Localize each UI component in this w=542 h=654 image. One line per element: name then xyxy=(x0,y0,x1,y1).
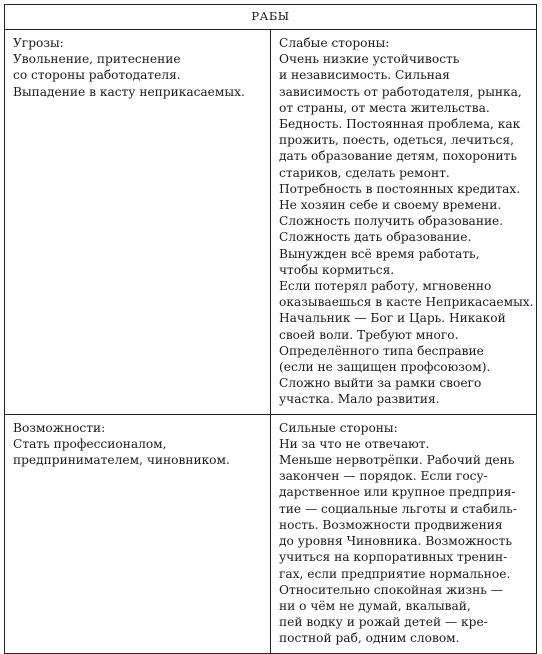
text-line: Бедность. Постоянная проблема, как xyxy=(279,117,521,132)
threats-text xyxy=(13,51,262,100)
text-line: учиться на корпоративных тренин- xyxy=(279,550,508,565)
table-row xyxy=(5,414,537,653)
strengths-heading: Сильные стороны: xyxy=(279,420,398,435)
text-line: Ни за что не отвечают. xyxy=(279,436,430,451)
text-line: прожить, поесть, одеться, лечиться, xyxy=(279,133,514,148)
text-line: (если не защищен профсоюзом). xyxy=(279,360,491,375)
text-line: Относительно спокойная жизнь — xyxy=(279,582,503,597)
text-line: дарственное или крупное предприя- xyxy=(279,485,516,500)
text-line: зависимость от работодателя, рынка, xyxy=(279,84,522,99)
text-line: ни о чём не думай, вкалывай, xyxy=(279,598,471,613)
table-row xyxy=(5,30,537,415)
text-line: стариков, сделать ремонт. xyxy=(279,165,450,180)
text-line: своей воли. Требуют много. xyxy=(279,327,459,342)
text-line: Вынужден всё время работать, xyxy=(279,246,480,261)
swot-table xyxy=(4,4,537,654)
text-line: Сложность дать образование. xyxy=(279,230,472,245)
opportunities-heading: Возможности: xyxy=(13,420,106,435)
text-line: Меньше нервотрёпки. Рабочий день xyxy=(279,453,515,468)
weaknesses-text xyxy=(279,51,534,407)
opportunities-cell xyxy=(5,414,271,653)
text-line: гах, если предприятие нормальное. xyxy=(279,566,511,581)
threats-cell xyxy=(5,30,271,415)
title-row xyxy=(5,5,537,30)
strengths-cell xyxy=(271,414,537,653)
table-title: РАБЫ xyxy=(5,5,537,30)
text-line: Стать профессионалом, xyxy=(13,436,167,451)
text-line: участка. Мало развития. xyxy=(279,392,440,407)
text-line: Если потерял работу, мгновенно xyxy=(279,279,492,294)
text-line: Очень низкие устойчивость xyxy=(279,52,460,67)
text-line: пей водку и рожай детей — кре- xyxy=(279,615,488,630)
text-line: постной раб, одним словом. xyxy=(279,631,460,646)
threats-heading: Угрозы: xyxy=(13,36,64,50)
text-line: закончен — порядок. Если госу- xyxy=(279,469,488,484)
text-line: со стороны работодателя. xyxy=(13,68,181,83)
text-line: от страны, от места жительства. xyxy=(279,100,490,115)
strengths-text xyxy=(279,436,528,647)
text-line: Выпадение в касту неприкасаемых. xyxy=(13,84,245,99)
text-line: тие — социальные льготы и стабиль- xyxy=(279,501,517,516)
text-line: Не хозяин себе и своему времени. xyxy=(279,198,502,213)
text-line: ность. Возможности продвижения xyxy=(279,517,503,532)
text-line: предпринимателем, чиновником. xyxy=(13,453,230,468)
text-line: Определённого типа бесправие xyxy=(279,343,484,358)
text-line: дать образование детям, похоронить xyxy=(279,149,518,164)
weaknesses-heading: Слабые стороны: xyxy=(279,36,390,50)
text-line: Сложность получить образование. xyxy=(279,214,504,229)
text-line: чтобы кормиться. xyxy=(279,262,395,277)
text-line: оказываешься в касте Неприкасаемых. xyxy=(279,295,534,310)
text-line: до уровня Чиновника. Возможность xyxy=(279,534,512,549)
opportunities-text xyxy=(13,436,262,468)
weaknesses-cell xyxy=(271,30,537,415)
text-line: Потребность в постоянных кредитах. xyxy=(279,181,521,196)
text-line: Сложно выйти за рамки своего xyxy=(279,376,482,391)
text-line: и независимость. Сильная xyxy=(279,68,450,83)
text-line: Увольнение, притеснение xyxy=(13,52,181,67)
text-line: Начальник — Бог и Царь. Никакой xyxy=(279,311,506,326)
